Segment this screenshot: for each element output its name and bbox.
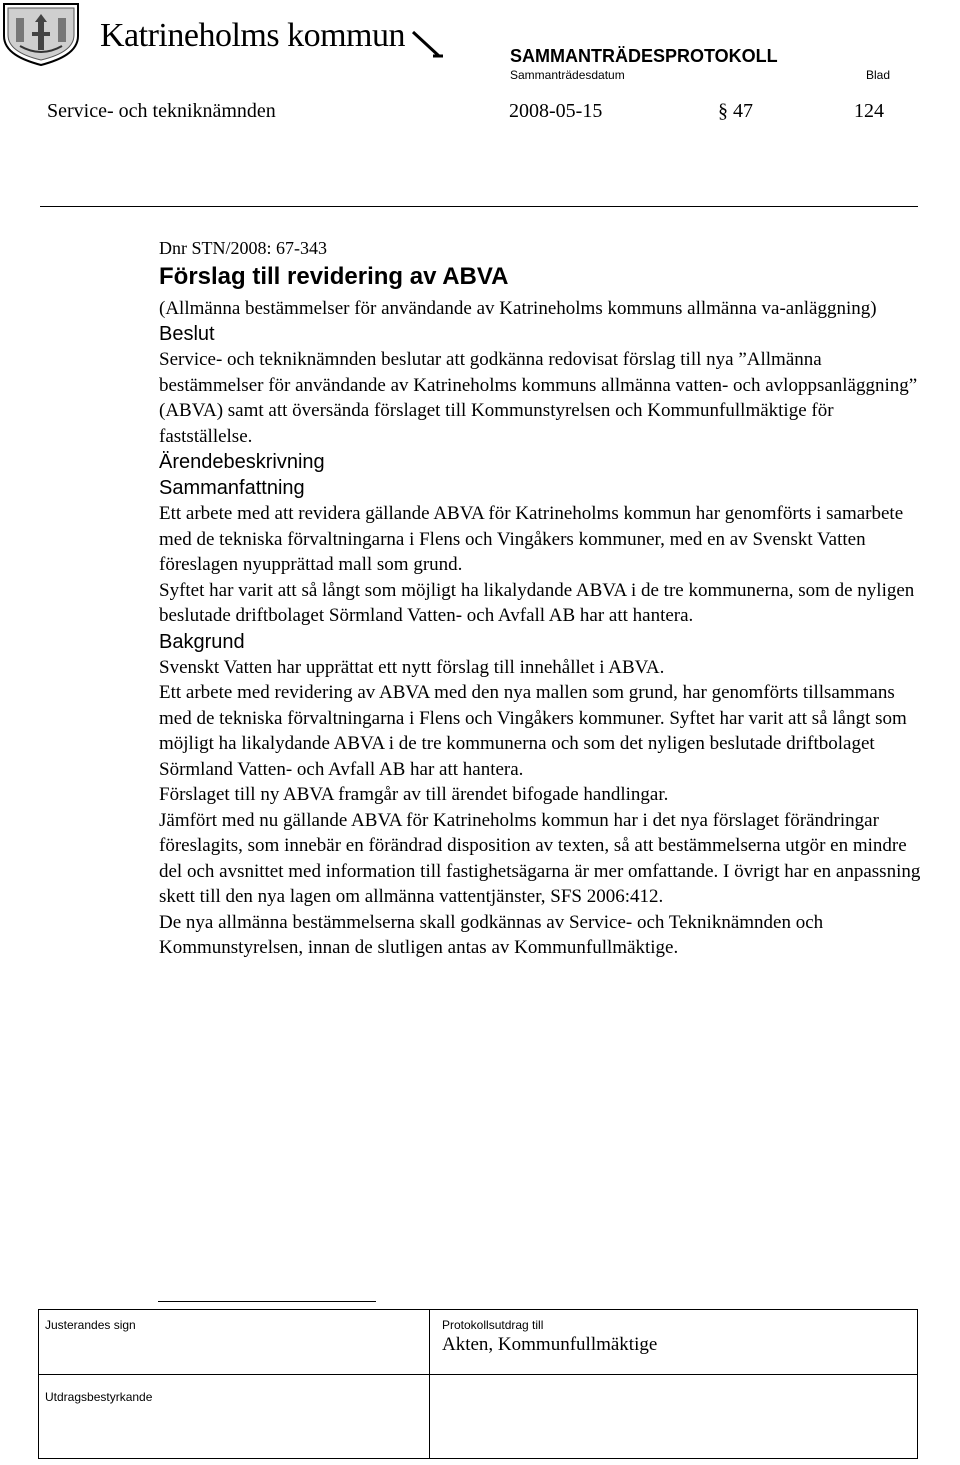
summary-paragraph: Syftet har varit att så långt som möjligt ha likalydande ABVA i de tre kommunerna, som de nyligen beslutade driftbolaget Sörmland Vatten- och Avfall AB har att hantera. [159, 579, 915, 626]
protokollsutdrag-label: Protokollsutdrag till [442, 1318, 544, 1332]
organization-name: Katrineholms kommun [100, 17, 405, 54]
meeting-date-label: Sammanträdesdatum [510, 68, 625, 82]
municipal-crest-logo [2, 2, 80, 66]
summary-heading: Sammanfattning [159, 477, 305, 499]
decision-heading: Beslut [159, 323, 215, 345]
meeting-date: 2008-05-15 [509, 100, 603, 122]
document-subtitle: (Allmänna bestämmelser för användande av Katrineholms kommuns allmänna va-anläggning) [159, 297, 877, 319]
page-number: 124 [854, 100, 884, 122]
document-type: SAMMANTRÄDESPROTOKOLL [510, 46, 778, 66]
case-number: Dnr STN/2008: 67-343 [159, 238, 327, 258]
logo-slash-mark [411, 28, 443, 60]
decision-text: Service- och tekniknämnden beslutar att godkänna redovisat förslag till nya ”Allmänna bestämmelser för användande av Katrineholms kommuns allmänna vatten- och avloppsanläggning” (ABVA) samt att översända förslaget till Kommunstyrelsen och Kommunfullmäktige för fastställelse. [159, 349, 918, 447]
justerandes-sign-label: Justerandes sign [45, 1318, 136, 1332]
background-paragraph: Förslaget till ny ABVA framgår av till ärendet bifogade handlingar. [159, 784, 669, 805]
background-paragraph: De nya allmänna bestämmelserna skall godkännas av Service- och Tekniknämnden och Kommunstyrelsen, innan de slutligen antas av Kommunfullmäktige. [159, 911, 824, 958]
footer-row-divider [38, 1374, 918, 1375]
background-heading: Bakgrund [159, 630, 245, 653]
section-number: § 47 [718, 100, 753, 122]
document-body [159, 236, 929, 961]
page-label: Blad [866, 68, 891, 82]
protokollsutdrag-value: Akten, Kommunfullmäktige [442, 1334, 658, 1355]
utdragsbestyrkande-label: Utdragsbestyrkande [45, 1390, 153, 1404]
signature-line [158, 1301, 376, 1302]
background-paragraph: Jämfört med nu gällande ABVA för Katrineholms kommun har i det nya förslaget förändringar föreslagits, som innebär en förändrad disposition av texten, så att bestämmelserna utgör en mindre del och avsnittet med information till fastighetsägarna är mer omfattande. I övrigt har en anpassning skett till den nya lagen om allmänna vattentjänster, SFS 2006:412. [159, 809, 921, 907]
background-paragraph: Svenskt Vatten har upprättat ett nytt förslag till innehållet i ABVA. [159, 656, 665, 678]
summary-paragraph: Ett arbete med att revidera gällande ABVA för Katrineholms kommun har genomförts i samarbete med de tekniska förvaltningarna i Flens och Vingåkers kommuner, med en av Svenskt Vatten föreslagen nyupprättad mall som grund. [159, 503, 904, 575]
committee-name: Service- och tekniknämnden [47, 100, 276, 122]
case-description-heading: Ärendebeskrivning [159, 451, 325, 473]
document-title: Förslag till revidering av ABVA [159, 262, 509, 290]
header-divider [40, 206, 918, 207]
background-paragraph: Ett arbete med revidering av ABVA med den nya mallen som grund, har genomförts tillsammans med de tekniska förvaltningarna i Flens och Vingåkers kommuner. Syftet har varit att så långt som möjligt ha likalydande ABVA i de tre kommunerna och som det nyligen beslutade driftbolaget Sörmland Vatten- och Avfall AB har att hantera. [159, 682, 907, 780]
